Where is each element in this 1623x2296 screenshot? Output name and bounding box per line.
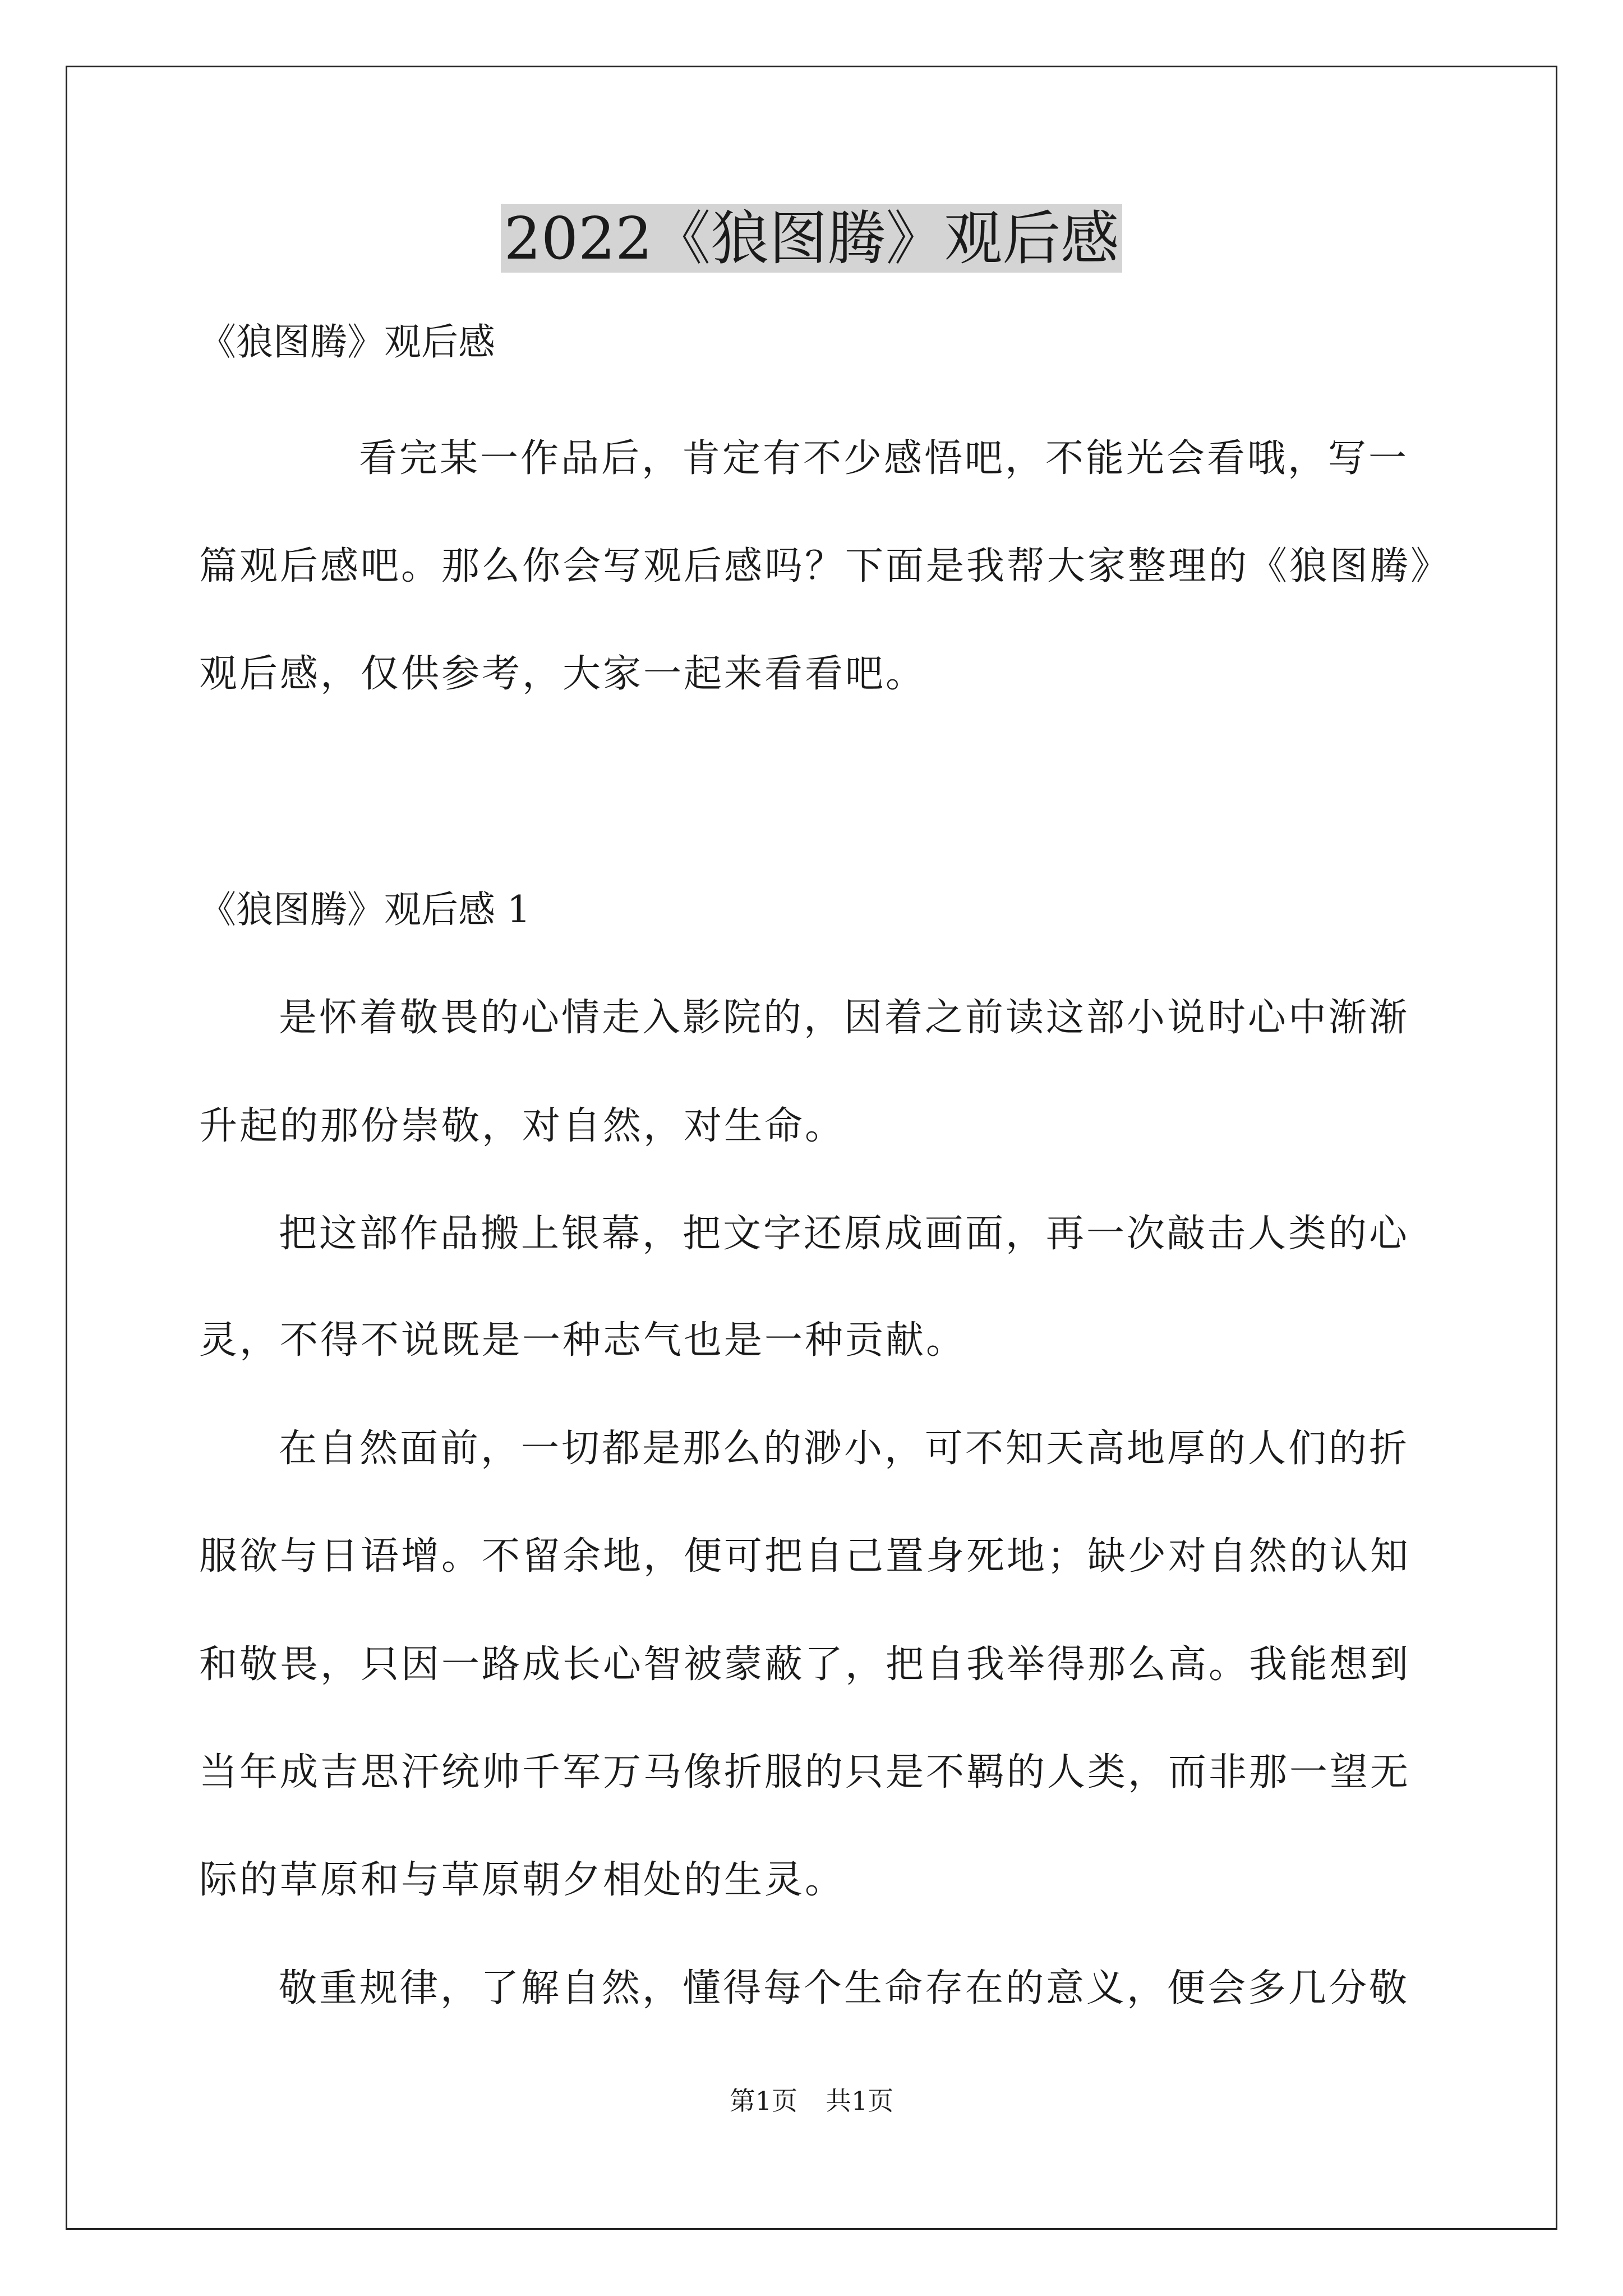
intro-line: 观后感，仅供参考，大家一起来看看吧。: [199, 652, 926, 696]
body-line: 际的草原和与草原朝夕相处的生灵。: [199, 1858, 846, 1902]
page-total: 共1页: [826, 2086, 894, 2116]
body-line: 和敬畏，只因一路成长心智被蒙蔽了，把自我举得那么高。我能想到: [199, 1642, 1411, 1687]
intro-line: 篇观后感吧。那么你会写观后感吗？下面是我帮大家整理的《狼图腾》: [199, 544, 1451, 588]
body-line: 灵，不得不说既是一种志气也是一种贡献。: [199, 1318, 967, 1363]
document-title: [0, 196, 1623, 280]
page-footer: [0, 2081, 1623, 2120]
page-number: 第1页: [729, 2086, 797, 2116]
body-line: 把这部作品搬上银幕，把文字还原成画面，再一次敲击人类的心: [279, 1212, 1410, 1256]
body-line: 在自然面前，一切都是那么的渺小，可不知天高地厚的人们的折: [279, 1427, 1410, 1471]
body-line: 是怀着敬畏的心情走入影院的，因着之前读这部小说时心中渐渐: [279, 996, 1410, 1040]
body-line: 服欲与日语增。不留余地，便可把自己置身死地；缺少对自然的认知: [199, 1534, 1411, 1579]
body-line: 升起的那份崇敬，对自然，对生命。: [199, 1104, 846, 1148]
section-heading: 《狼图腾》观后感 1: [199, 888, 531, 931]
body-line: 当年成吉思汗统帅千军万马像折服的只是不羁的人类，而非那一望无: [199, 1750, 1411, 1795]
subtitle: 《狼图腾》观后感: [199, 320, 495, 364]
document-title-text: 2022《狼图腾》观后感: [501, 204, 1123, 273]
body-line: 敬重规律，了解自然，懂得每个生命存在的意义，便会多几分敬: [279, 1966, 1410, 2010]
intro-line: 看完某一作品后，肯定有不少感悟吧，不能光会看哦，写一: [359, 436, 1409, 481]
